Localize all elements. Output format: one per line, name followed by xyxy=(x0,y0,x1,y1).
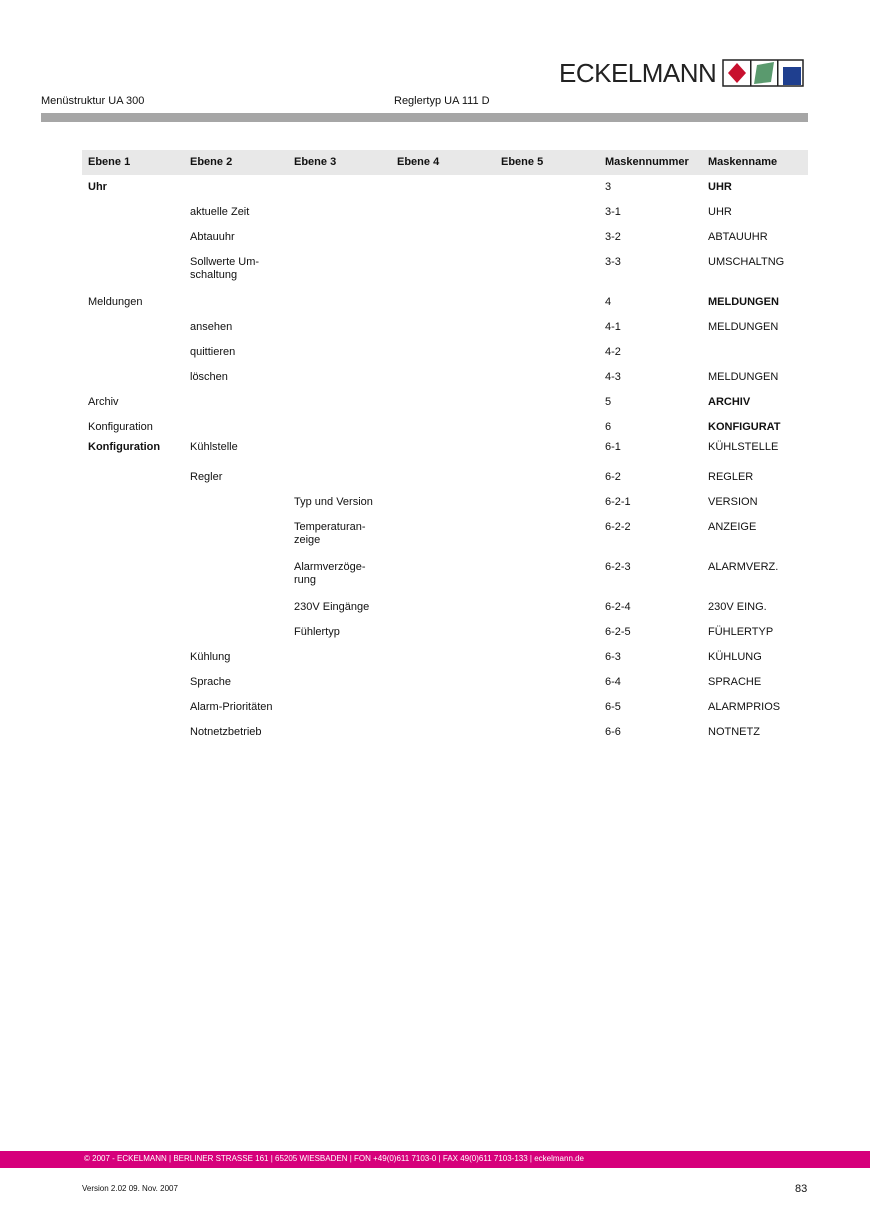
column-header-ebene-4: Ebene 4 xyxy=(397,156,440,168)
cell-maskennummer: 6-2-4 xyxy=(605,601,631,613)
column-header-maskennummer: Maskennummer xyxy=(605,156,689,168)
cell-ebene-3: Alarmverzöge- rung xyxy=(294,561,366,586)
cell-ebene-1: Konfiguration xyxy=(88,421,153,433)
cell-maskennummer: 6-2-1 xyxy=(605,496,631,508)
cell-maskennummer: 6-2-5 xyxy=(605,626,631,638)
cell-maskennummer: 5 xyxy=(605,396,612,408)
column-header-ebene-5: Ebene 5 xyxy=(501,156,544,168)
cell-maskennummer: 3 xyxy=(605,181,612,193)
cell-maskenname: KONFIGURAT xyxy=(708,421,781,433)
cell-ebene-2: ansehen xyxy=(190,321,233,333)
cell-maskenname: ALARMPRIOS xyxy=(708,701,781,713)
cell-ebene-2: Kühlung xyxy=(190,651,231,663)
cell-maskennummer: 4 xyxy=(605,296,612,308)
cell-maskennummer: 3-2 xyxy=(605,231,621,243)
cell-ebene-2: Notnetzbetrieb xyxy=(190,726,262,738)
cell-ebene-3: Fühlertyp xyxy=(294,626,340,638)
logo-squares-icon xyxy=(722,58,804,88)
cell-ebene-2: Alarm-Prioritäten xyxy=(190,701,273,713)
cell-maskenname: UHR xyxy=(708,206,732,218)
cell-maskennummer: 6-4 xyxy=(605,676,621,688)
page-number: 83 xyxy=(795,1183,808,1195)
cell-maskenname: NOTNETZ xyxy=(708,726,760,738)
cell-ebene-1: Konfiguration xyxy=(88,441,161,453)
version-info: Version 2.02 09. Nov. 2007 xyxy=(82,1184,178,1193)
cell-maskenname: UHR xyxy=(708,181,732,193)
column-header-ebene-2: Ebene 2 xyxy=(190,156,233,168)
cell-maskenname: SPRACHE xyxy=(708,676,762,688)
cell-maskenname: KÜHLSTELLE xyxy=(708,441,779,453)
cell-maskennummer: 6-2 xyxy=(605,471,621,483)
cell-ebene-2: aktuelle Zeit xyxy=(190,206,250,218)
footer-contact-line: © 2007 - ECKELMANN | BERLINER STRASSE 161 | 65205 WIESBADEN | FON +49(0)611 7103-0 | FAX 49(0)611 7103-133 | eckelmann.de xyxy=(84,1154,585,1163)
cell-maskenname: KÜHLUNG xyxy=(708,651,762,663)
header-divider xyxy=(41,113,808,122)
company-logo xyxy=(559,58,804,88)
cell-maskennummer: 6-3 xyxy=(605,651,621,663)
cell-ebene-2: quittieren xyxy=(190,346,236,358)
header-controller-type: Reglertyp UA 111 D xyxy=(394,95,490,107)
cell-maskenname: ABTAUUHR xyxy=(708,231,768,243)
cell-maskennummer: 3-1 xyxy=(605,206,621,218)
cell-maskenname: FÜHLERTYP xyxy=(708,626,774,638)
cell-ebene-2: Sprache xyxy=(190,676,231,688)
cell-maskennummer: 4-3 xyxy=(605,371,621,383)
cell-ebene-3: 230V Eingänge xyxy=(294,601,370,613)
column-header-ebene-3: Ebene 3 xyxy=(294,156,337,168)
cell-maskennummer: 4-2 xyxy=(605,346,621,358)
cell-maskennummer: 6-2-3 xyxy=(605,561,631,573)
cell-maskenname: VERSION xyxy=(708,496,758,508)
cell-maskenname: ALARMVERZ. xyxy=(708,561,779,573)
cell-maskennummer: 4-1 xyxy=(605,321,621,333)
cell-ebene-1: Uhr xyxy=(88,181,107,193)
cell-ebene-3: Temperaturan- zeige xyxy=(294,521,366,546)
cell-maskenname: 230V EING. xyxy=(708,601,767,613)
cell-ebene-3: Typ und Version xyxy=(294,496,373,508)
cell-maskennummer: 6-5 xyxy=(605,701,621,713)
cell-ebene-1: Archiv xyxy=(88,396,119,408)
cell-maskenname: ANZEIGE xyxy=(708,521,757,533)
menu-structure-table xyxy=(82,150,808,738)
table-header xyxy=(82,150,808,175)
cell-maskenname: MELDUNGEN xyxy=(708,371,779,383)
logo-wordmark: ECKELMANN xyxy=(559,58,717,88)
cell-ebene-2: Abtauuhr xyxy=(190,231,235,243)
cell-maskennummer: 6-2-2 xyxy=(605,521,631,533)
cell-ebene-2: Sollwerte Um- schaltung xyxy=(190,256,260,281)
cell-ebene-1: Meldungen xyxy=(88,296,143,308)
cell-ebene-2: löschen xyxy=(190,371,228,383)
cell-maskennummer: 6-1 xyxy=(605,441,621,453)
cell-maskenname: MELDUNGEN xyxy=(708,296,779,308)
cell-maskennummer: 3-3 xyxy=(605,256,621,268)
cell-ebene-2: Regler xyxy=(190,471,223,483)
cell-maskenname: UMSCHALTNG xyxy=(708,256,785,268)
column-header-maskenname: Maskenname xyxy=(708,156,778,168)
cell-ebene-2: Kühlstelle xyxy=(190,441,238,453)
cell-maskenname: REGLER xyxy=(708,471,754,483)
cell-maskenname: ARCHIV xyxy=(708,396,751,408)
cell-maskenname: MELDUNGEN xyxy=(708,321,779,333)
column-header-ebene-1: Ebene 1 xyxy=(88,156,131,168)
cell-maskennummer: 6-6 xyxy=(605,726,621,738)
cell-maskennummer: 6 xyxy=(605,421,612,433)
header-document-title: Menüstruktur UA 300 xyxy=(41,95,145,107)
